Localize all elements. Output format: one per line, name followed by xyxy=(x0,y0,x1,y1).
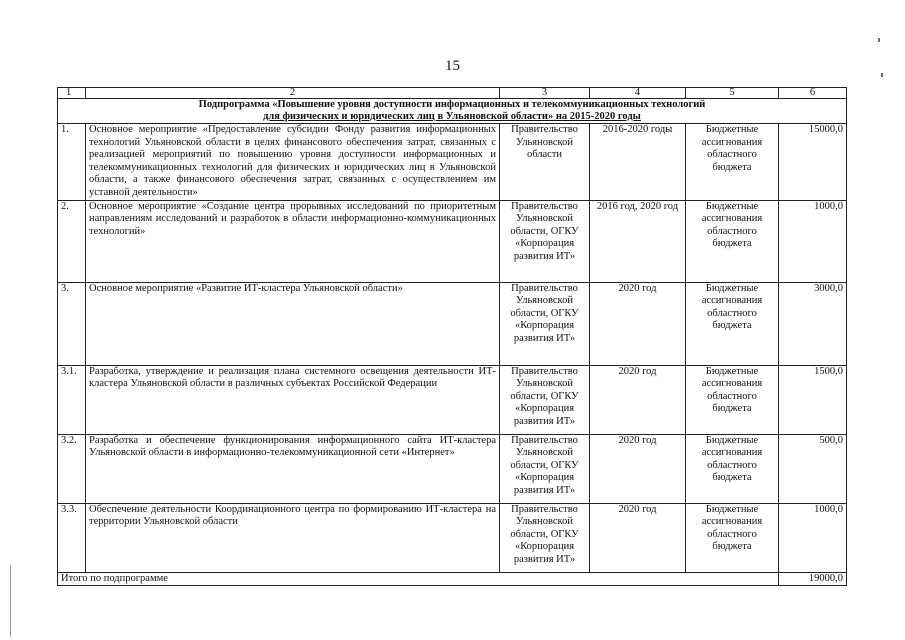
table-row xyxy=(58,124,847,201)
total-row xyxy=(58,572,847,585)
column-number: 3 xyxy=(500,88,590,99)
row-amount: 3000,0 xyxy=(779,282,847,365)
page-number: 15 xyxy=(445,58,460,74)
row-executor: Правительство Ульяновской области xyxy=(500,124,590,201)
row-description: Основное мероприятие «Развитие ИТ-кластера Ульяновской области» xyxy=(86,282,500,365)
scan-edge-line xyxy=(10,565,11,637)
row-executor: Правительство Ульяновской области, ОГКУ «Корпорация развития ИТ» xyxy=(500,200,590,282)
row-term: 2020 год xyxy=(590,282,686,365)
row-description: Обеспечение деятельности Координационного центра по формированию ИТ-кластера на территории Ульяновской области xyxy=(86,503,500,572)
row-number: 3.1. xyxy=(58,365,86,434)
row-funding-source: Бюджетные ассигнования областного бюджета xyxy=(686,365,779,434)
row-funding-source: Бюджетные ассигнования областного бюджета xyxy=(686,503,779,572)
row-funding-source: Бюджетные ассигнования областного бюджета xyxy=(686,434,779,503)
table-row xyxy=(58,503,847,572)
row-number: 3.2. xyxy=(58,434,86,503)
row-description: Разработка и обеспечение функционирования информационного сайта ИТ-кластера Ульяновской области в информационно-телекоммуникационной сети «Интернет» xyxy=(86,434,500,503)
table-row xyxy=(58,365,847,434)
row-executor: Правительство Ульяновской области, ОГКУ «Корпорация развития ИТ» xyxy=(500,434,590,503)
row-description: Основное мероприятие «Предоставление субсидии Фонду развития информационных технологий Ульяновской области в целях финансового обеспечения затрат, связанных с реализацией мероприятий по повышению уровня доступности информационных и телекоммуникационных технологий для физических и юридических лиц в Ульяновской области, а также финансового обеспечения затрат, связанных с осуществлением им уставной деятельности» xyxy=(86,124,500,201)
column-number-row xyxy=(58,88,847,99)
row-term: 2020 год xyxy=(590,503,686,572)
total-amount: 19000,0 xyxy=(779,572,847,585)
row-executor: Правительство Ульяновской области, ОГКУ «Корпорация развития ИТ» xyxy=(500,282,590,365)
column-number: 5 xyxy=(686,88,779,99)
column-number: 6 xyxy=(779,88,847,99)
program-activities-table xyxy=(57,87,847,586)
scan-mark xyxy=(878,38,880,42)
row-number: 1. xyxy=(58,124,86,201)
row-executor: Правительство Ульяновской области, ОГКУ «Корпорация развития ИТ» xyxy=(500,365,590,434)
column-number: 4 xyxy=(590,88,686,99)
row-description: Основное мероприятие «Создание центра прорывных исследований по приоритетным направлениям исследований и разработок в области информационно-коммуникационных технологий» xyxy=(86,200,500,282)
table-row xyxy=(58,200,847,282)
row-amount: 1000,0 xyxy=(779,200,847,282)
row-number: 3. xyxy=(58,282,86,365)
table-row xyxy=(58,434,847,503)
row-amount: 1500,0 xyxy=(779,365,847,434)
row-term: 2016-2020 годы xyxy=(590,124,686,201)
row-funding-source: Бюджетные ассигнования областного бюджета xyxy=(686,124,779,201)
column-number: 2 xyxy=(86,88,500,99)
total-label: Итого по подпрограмме xyxy=(58,572,779,585)
scan-mark xyxy=(881,73,883,77)
subprogram-title-line: Подпрограмма «Повышение уровня доступности информационных и телекоммуникационных технологий xyxy=(198,99,706,110)
row-funding-source: Бюджетные ассигнования областного бюджета xyxy=(686,200,779,282)
row-amount: 500,0 xyxy=(779,434,847,503)
subprogram-title xyxy=(58,99,847,124)
row-term: 2020 год xyxy=(590,365,686,434)
table-row xyxy=(58,282,847,365)
row-number: 3.3. xyxy=(58,503,86,572)
row-term: 2020 год xyxy=(590,434,686,503)
row-description: Разработка, утверждение и реализация плана системного освещения деятельности ИТ-кластера Ульяновской области в различных субъектах Российской Федерации xyxy=(86,365,500,434)
column-number: 1 xyxy=(58,88,86,99)
row-term: 2016 год, 2020 год xyxy=(590,200,686,282)
row-amount: 15000,0 xyxy=(779,124,847,201)
row-executor: Правительство Ульяновской области, ОГКУ «Корпорация развития ИТ» xyxy=(500,503,590,572)
row-funding-source: Бюджетные ассигнования областного бюджета xyxy=(686,282,779,365)
row-number: 2. xyxy=(58,200,86,282)
subprogram-title-line: для физических и юридических лиц в Ульяновской области» на 2015-2020 годы xyxy=(263,111,641,122)
row-amount: 1000,0 xyxy=(779,503,847,572)
subprogram-title-row xyxy=(58,99,847,124)
